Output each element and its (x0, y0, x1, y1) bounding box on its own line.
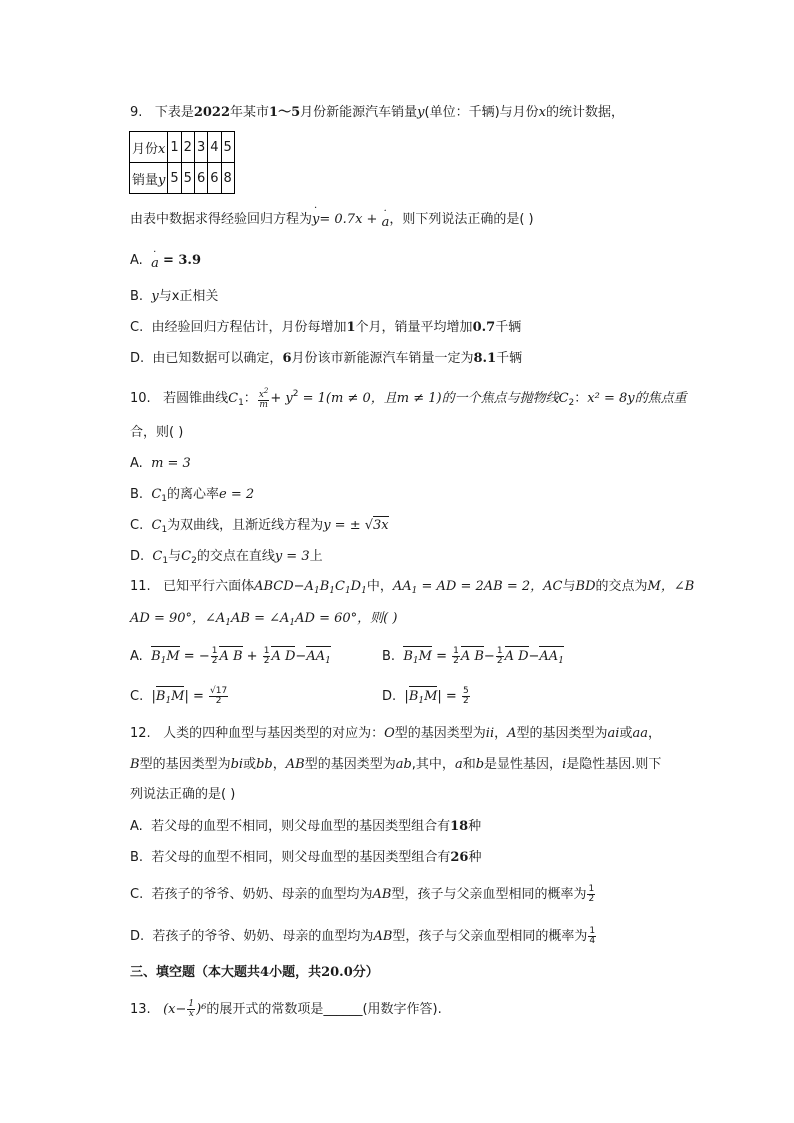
q11-option-c: C. $|B_1M|$ = $\frac{√17}{2}$ (130, 686, 229, 710)
q12-stem-end: 列说法正确的是( ) (130, 787, 236, 802)
table-header-sales: 销量y (130, 163, 168, 194)
q12-stem: 12. 人类的四种血型与基因类型的对应为：O型的基因类型为ii，A型的基因类型为ai或aa， (130, 726, 662, 741)
q12-option-d: D. 若孩子的爷爷、奶奶、母亲的血型均为AB型，孩子与父亲血型相同的概率为 $\frac{1}{4}$ (130, 926, 596, 946)
table-cell: 5 (168, 163, 181, 194)
table-row (130, 132, 235, 163)
section-heading: 三、填空题（本大题共4小题，共20.0分） (130, 965, 379, 980)
q9-option-a: A. · a = 3.9 (130, 252, 201, 273)
q11-option-a: A. $B_1M$ = − $\frac{1}{2}$ A B + $\frac{1}{2}$ A $D-AA_1$ (130, 646, 331, 670)
q9-option-d: D. 由已知数据可以确定，6月份该市新能源汽车销量一定为8.1千辆 (130, 351, 523, 366)
q12-option-a: A. 若父母的血型不相同，则父母血型的基因类型组合有18种 (130, 819, 482, 834)
table-cell: 5 (181, 163, 194, 194)
table-cell: 2 (181, 132, 194, 163)
table-cell: 6 (194, 163, 207, 194)
q11-option-d: D. $|B_1M|$ = $\frac{5}{2}$ (382, 686, 471, 710)
table-cell: 5 (221, 132, 234, 163)
q12-option-c: C. 若孩子的爷爷、奶奶、母亲的血型均为AB型，孩子与父亲血型相同的概率为 $\frac{1}{2}$ (130, 884, 595, 904)
q11-stem: 11. 已知平行六面体$ABCD-A_1B_1C_1D_1$中，$AA_1$ = AD = 2AB = 2，AC与BD的交点为M，∠B (130, 579, 695, 596)
table-cell: 4 (208, 132, 221, 163)
table-cell: 6 (208, 163, 221, 194)
table-header-month: 月份x (130, 132, 168, 163)
answer-blank[interactable]: ______ (323, 1002, 363, 1017)
q11-stem-cont: AD = 90°，$\angle A_1AB$ = $\angle A_1AD = 60^\circ$，则( ) (130, 611, 398, 628)
q13-stem: 13. (x− $\frac{1}{x}$ )⁶的展开式的常数项是______(用数字作答). (130, 999, 442, 1019)
q12-stem-cont: B型的基因类型为bi或bb，AB型的基因类型为ab,其中，a和b是显性基因，i是隐性基因.则下 (130, 757, 662, 772)
q10-option-a: A. m = 3 (130, 456, 191, 471)
q10-option-b: B. $C_1$的离心率e = 2 (130, 487, 255, 504)
q10-option-c: C. $C_1$为双曲线，且渐近线方程为y = ± √3x (130, 518, 389, 535)
table-cell: 3 (194, 132, 207, 163)
q12-option-b: B. 若父母的血型不相同，则父母血型的基因类型组合有26种 (130, 850, 482, 865)
q10-stem: 10. 若圆锥曲线$C_1$： $\frac{x^2}{m}$ + $y^2 = 1(m \ne 0$，且m ≠ 1)的一个焦点与抛物线$C_2$：x² = 8y的焦点重 (130, 387, 687, 410)
q9-stem: 9. 下表是2022年某市1～5月份新能源汽车销量y(单位：千辆)与月份x的统计数据， (130, 105, 625, 120)
q10-option-d: D. $C_1$与$C_2$的交点在直线y = 3上 (130, 549, 323, 566)
q9-option-c: C. 由经验回归方程估计，月份每增加1个月，销量平均增加0.7千辆 (130, 320, 522, 335)
table-cell: 1 (168, 132, 181, 163)
table-cell: 8 (221, 163, 234, 194)
table-row (130, 163, 235, 194)
q9-option-b: B. y与x正相关 (130, 289, 219, 304)
q11-option-b: B. $B_1M$ = $\frac{1}{2}$ A B− $\frac{1}{2}$ A $D-AA_1$ (382, 646, 564, 670)
q9-regression-line: 由表中数据求得经验回归方程为· y= 0.7x + · a，则下列说法正确的是( ) (130, 211, 534, 232)
data-table (129, 131, 235, 194)
q10-stem-cont: 合，则( ) (130, 425, 184, 440)
question-number: 9. (130, 105, 143, 120)
